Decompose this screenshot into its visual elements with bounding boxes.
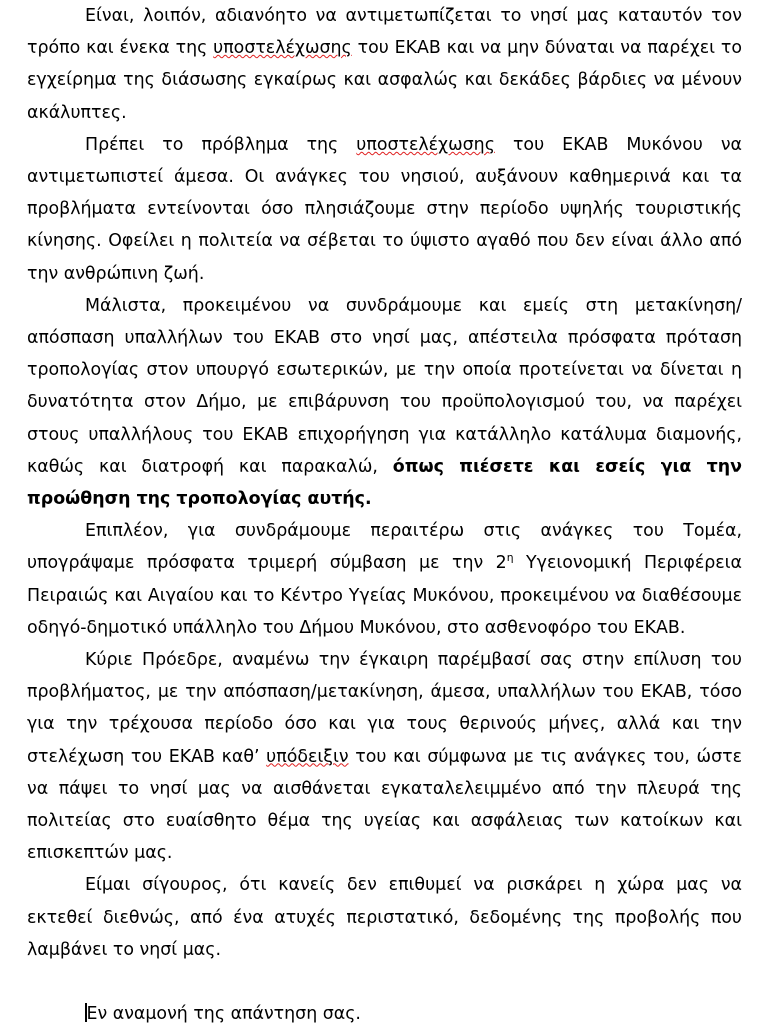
- text-run: Είναι, λοιπόν, αδιανόητο να αντιμετωπίζεται το νησί μας καταυτόν τον τρόπο και ένεκα της: [27, 6, 742, 59]
- text-run: Επιπλέον, για συνδράμουμε περαιτέρω στις ανάγκες του Τομέα, υπογράψαμε πρόσφατα τριμερή σύμβαση με την 2: [27, 521, 742, 574]
- paragraph-5: [27, 644, 742, 869]
- paragraph-4: [27, 515, 742, 644]
- document-text-body[interactable]: [27, 0, 742, 1030]
- paragraph-3: [27, 290, 742, 515]
- text-run: Κύριε Πρόεδρε, αναμένω την έγκαιρη παρέμβασί σας στην επίλυση του προβλήματος, με την απόσπαση/μετακίνηση, άμεσα, υπαλλήλων του ΕΚΑΒ, τόσο για την τρέχουσα περίοδο όσο και για τους θερινούς μήνες, αλλά και την στελέχωση του ΕΚΑΒ καθ’: [27, 650, 742, 767]
- spellcheck-error-word[interactable]: υποστελέχωσης: [213, 38, 352, 59]
- text-run: του ΕΚΑΒ και να μην δύναται να παρέχει το εγχείρημα της διάσωσης εγκαίρως και ασφαλώς και δεκάδες βάρδιες να μένουν ακάλυπτες.: [27, 38, 742, 123]
- text-run: Μάλιστα, προκειμένου να συνδράμουμε και εμείς στη μετακίνηση/απόσπαση υπαλλήλων του ΕΚΑΒ στο νησί μας, απέστειλα πρόσφατα πρόταση τροπολογίας στον υπουργό εσωτερικών, με την οποία προτείνεται να δίνεται η δυνατότητα στον Δήμο, με επιβάρυνση του προϋπολογισμού του, να παρέχει στους υπαλλήλους του ΕΚΑΒ επιχορήγηση για κατάλληλο κατάλυμα διαμονής, καθώς και διατροφή και παρακαλώ,: [27, 295, 742, 477]
- paragraph-7: [27, 998, 742, 1030]
- spellcheck-error-word[interactable]: υποστελέχωσης: [356, 134, 495, 155]
- text-run: του ΕΚΑΒ Μυκόνου να αντιμετωπιστεί άμεσα. Οι ανάγκες του νησιού, αυξάνουν καθημερινά και τα προβλήματα εντείνονται όσο πλησιάζουμε στην περίοδο υψηλής τουριστικής κίνησης. Οφείλει η πολιτεία να σέβεται το ύψιστο αγαθό που δεν είναι άλλο από την ανθρώπινη ζωή.: [27, 134, 742, 284]
- text-run: του και σύμφωνα με τις ανάγκες του, ώστε να πάψει το νησί μας να αισθάνεται εγκαταλελειμμένο από την πλευρά της πολιτείας στο ευαίσθητο θέμα της υγείας και ασφάλειας των κατοίκων και επισκεπτών μας.: [27, 746, 742, 864]
- spellcheck-error-word[interactable]: υπόδειξιν: [266, 746, 349, 767]
- paragraph-2: [27, 129, 742, 290]
- text-run: Πρέπει το πρόβλημα της: [85, 134, 357, 155]
- text-run: Υγειονομική Περιφέρεια Πειραιώς και Αιγαίου και το Κέντρο Υγείας Μυκόνου, προκειμένου να διαθέσουμε οδηγό-δημοτικό υπάλληλο του Δήμου Μυκόνου, στο ασθενοφόρο του ΕΚΑΒ.: [27, 553, 743, 638]
- bold-emphasis-run: όπως πιέσετε και εσείς για την προώθηση της τροπολογίας αυτής.: [27, 456, 742, 510]
- text-run: Είμαι σίγουρος, ότι κανείς δεν επιθυμεί να ρισκάρει η χώρα μας να εκτεθεί διεθνώς, από ένα ατυχές περιστατικό, δεδομένης της προβολής που λαμβάνει το νησί μας.: [27, 875, 742, 960]
- text-run: Εν αναμονή της απάντηση σας.: [86, 1004, 361, 1025]
- paragraph-1: [27, 0, 742, 129]
- paragraph-6: [27, 869, 742, 966]
- empty-line: [27, 966, 742, 998]
- ordinal-superscript: η: [506, 551, 514, 565]
